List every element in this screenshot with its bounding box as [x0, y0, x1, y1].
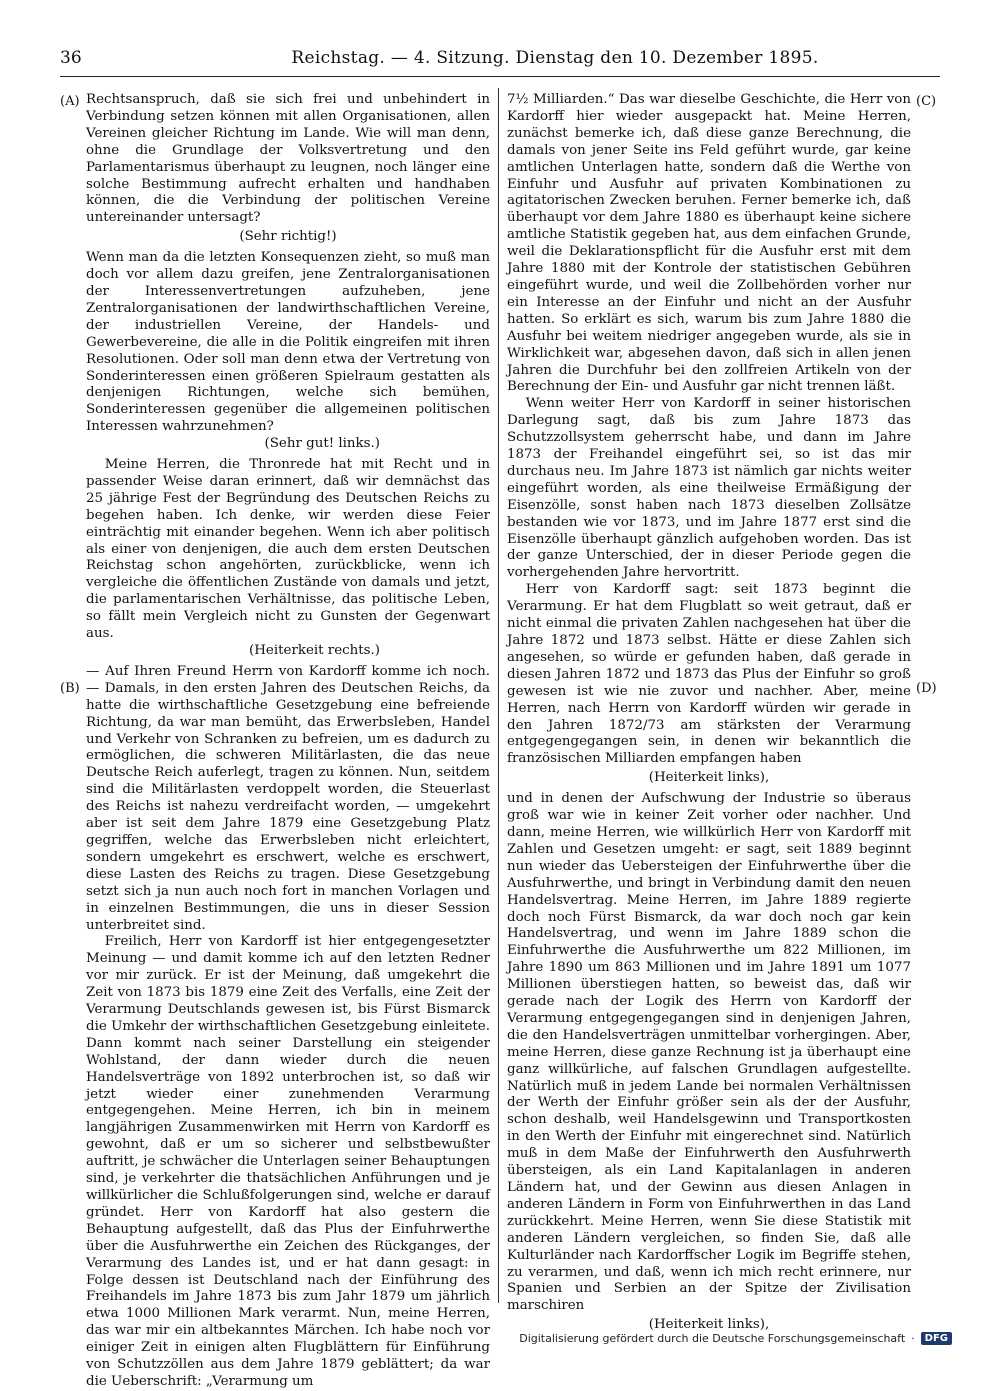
interjection: (Sehr gut! links.)	[264, 436, 380, 452]
paragraph: 7½ Milliarden.“ Das war dieselbe Geschichte, die Herr von Kardorff hier wieder ausgepackt hat. Meine Herren, zunächst bemerke ich, daß diese ganze Berechnung, die damals von jener Seite ins Feld geführt wurde, gar keine amtlichen Unterlagen hatte, sondern daß die Werthe von Einfuhr und Ausfuhr auf privaten Kombinationen zu agitatorischen Zwecken beruhen. Ferner bemerke ich, daß überhaupt vor dem Jahre 1880 es überhaupt keine sichere amtliche Statistik gegeben hat, aus dem einfachen Grunde, weil die Deklarationspflicht für die Ausfuhr erst mit dem Jahre 1880 mit der Kontrole der statistischen Gebühren eingeführt wurde, und weil die Zollbehörden vorher nur ein Interesse an der Einfuhr und nicht an der Ausfuhr hatten. So erklärt es sich, warum bis zum Jahre 1880 die Ausfuhr bei weitem niedriger angegeben wurde, als sie in Wirklichkeit war, abgesehen davon, daß sich in allen jenen Jahren die Durchfuhr bei den zollfreien Artikeln von der Berechnung der Ein- und Ausfuhr gar nicht trennen läßt.	[507, 92, 911, 395]
interjection: (Sehr richtig!)	[239, 229, 337, 245]
left-column	[86, 92, 490, 1391]
paragraph: — Auf Ihren Freund Herrn von Kardorff komme ich noch. — Damals, in den ersten Jahren des Deutschen Reichs, da hatte die wirthschaftliche Gesetzgebung eine befreiende Richtung, da war man bemüht, das Erwerbsleben, Handel und Verkehr von Schranken zu befreien, um es dadurch zu ermöglichen, die schweren Militärlasten, die das neue Deutsche Reich auferlegt, tragen zu können. Nun, seitdem sind die Militärlasten verdoppelt worden, die Steuerlast des Reichs ist nahezu verdreifacht worden, — umgekehrt aber ist seit dem Jahre 1879 eine Gesetzgebung Platz gegriffen, welche das Erwerbsleben nicht erleichtert, sondern umgekehrt es erschwert, welche es erschwert, diese Lasten des Reichs zu tragen. Diese Gesetzgebung setzt sich ja nun auch noch fort in manchen Vorlagen und in einzelnen Bestimmungen, die uns in dieser Session unterbreitet sind.	[86, 663, 490, 933]
running-title: Reichstag. — 4. Sitzung. Dienstag den 10. Dezember 1895.	[291, 48, 819, 68]
paragraph: Herr von Kardorff sagt: seit 1873 beginnt die Verarmung. Er hat dem Flugblatt so weit getraut, daß er nicht einmal die privaten Zahlen nachgesehen hat über die Jahre 1872 und 1873 selbst. Hätte er diese Zahlen sich angesehen, so würde er gefunden haben, daß gerade in diesen Jahren 1872 und 1873 das Plus der Einfuhr so groß gewesen ist wie nie zuvor und nachher. Aber, meine Herren, nach Herrn von Kardorff würden wir gerade in den Jahren 1872/73 am stärksten der Verarmung entgegengegangen sein, in denen wir bekanntlich die französischen Milliarden empfangen haben	[507, 582, 911, 767]
interjection: (Heiterkeit links),	[648, 1317, 770, 1333]
margin-marker-c: (C)	[916, 94, 937, 109]
paragraph: Meine Herren, die Thronrede hat mit Recht und in passender Weise daran erinnert, daß wir demnächst das 25 jährige Fest der Begründung des Deutschen Reichs zu begehen haben. Ich denke, wir werden diese Feier einträchtig mit einander begehen. Wenn ich aber politisch als einer von denjenigen, die auch dem ersten Deutschen Reichstag schon angehörten, zurückblicke, wenn ich vergleiche die öffentlichen Zustände von damals und jetzt, die parlamentarischen Verhältnisse, das politische Leben, so fällt mein Vergleich nicht zu Gunsten der Gegenwart aus.	[86, 457, 490, 642]
dfg-logo: DFG	[921, 1332, 952, 1345]
paragraph: Rechtsanspruch, daß sie sich frei und unbehindert in Verbindung setzen können mit allen Organisationen, allen Vereinen gleicher Richtung im Lande. Wie will man denn, ohne die Grundlage der Volksvertretung und den Parlamentarismus überhaupt zu leugnen, noch länger eine solche Bestimmung aufrecht erhalten und handhaben können, die die Verbindung der politischen Vereine untereinander untersagt?	[86, 92, 490, 226]
margin-marker-a: (A)	[60, 94, 80, 109]
paragraph: Wenn weiter Herr von Kardorff in seiner historischen Darlegung sagt, daß bis zum Jahre 1873 das Schutzzollsystem geherrscht habe, und dann im Jahre 1873 der Freihandel eingeführt sei, so ist das mir durchaus neu. Im Jahre 1873 ist nämlich gar nichts weiter eingeführt worden, als eine theilweise Ermäßigung der Eisenzölle, sonst haben nach 1873 dieselben Zollsätze bestanden wie vor 1873, und im Jahre 1877 erst sind die Eisenzölle überhaupt gänzlich aufgehoben worden. Das ist der ganze Unterschied, der in dieser Periode gegen die vorhergehenden Jahre hervortritt.	[507, 396, 911, 581]
column-divider	[498, 88, 499, 1303]
credit-text: Digitalisierung gefördert durch die Deutsche Forschungsgemeinschaft	[519, 1332, 906, 1345]
page-number: 36	[60, 48, 82, 68]
digitization-credit: Digitalisierung gefördert durch die Deutsche Forschungsgemeinschaft · DFG	[519, 1332, 952, 1345]
margin-marker-b: (B)	[60, 681, 80, 696]
interjection: (Heiterkeit rechts.)	[249, 643, 380, 658]
margin-marker-d: (D)	[916, 681, 937, 696]
paragraph: Freilich, Herr von Kardorff ist hier entgegengesetzter Meinung — und damit komme ich auf den letzten Redner vor mir zurück. Er ist der Meinung, daß umgekehrt die Zeit von 1873 bis 1879 eine Zeit des Verfalls, eine Zeit der Verarmung Deutschlands gewesen ist, bis Fürst Bismarck die Umkehr der wirthschaftlichen Gesetzgebung einleitete. Dann kommt nach seiner Darstellung ein steigender Wohlstand, der dann wieder durch die neuen Handelsverträge von 1892 unterbrochen ist, so daß wir jetzt wieder einer zunehmenden Verarmung entgegengehen. Meine Herren, ich bin in meinem langjährigen Zusammenwirken mit Herrn von Kardorff es gewohnt, daß er um so sicherer und selbstbewußter auftritt, je schwächer die Unterlagen seiner Behauptungen sind, je verkehrter die thatsächlichen Anführungen und je willkürlicher die Schlußfolgerungen sind, welche er darauf gründet. Herr von Kardorff hat also gestern die Behauptung aufgestellt, daß das Plus der Einfuhrwerthe über die Ausfuhrwerthe ein Zeichen des Rückganges, der Verarmung des Landes ist, und er hat dann gesagt: in Folge dessen ist Deutschland nach der Einführung des Freihandels im Jahre 1873 bis zum Jahr 1879 um jährlich etwa 1000 Millionen Mark verarmt. Nun, meine Herren, das war mir ein altbekanntes Märchen. Ich habe noch vor einiger Zeit in einigen alten Flugblättern für Einführung von Schutzzöllen aus dem Jahre 1879 geblättert; da war die Ueberschrift: „Verarmung um	[86, 934, 490, 1389]
paragraph: Wenn man da die letzten Konsequenzen zieht, so muß man doch vor allem dazu greifen, jene Zentralorganisationen der Interessenvertretungen aufzuheben, jene Zentralorganisationen der landwirthschaftlichen Vereine, der industriellen Vereine, der Handels- und Gewerbevereine, die alle in die Politik eingreifen mit ihren Resolutionen. Oder soll man denn etwa der Vertretung von Sonderinteressen einen größeren Spielraum gestatten als denjenigen Richtungen, welche sich bemühen, Sonderinteressen gegenüber die allgemeinen politischen Interessen wahrzunehmen?	[86, 250, 490, 435]
paragraph: und in denen der Aufschwung der Industrie so überaus groß war wie in keiner Zeit vorher oder nachher. Und dann, meine Herren, wie willkürlich Herr von Kardorff mit Zahlen und Gesetzen umgeht: er sagt, seit 1889 beginnt nun wieder das Uebersteigen der Einfuhrwerthe über die Ausfuhrwerthe, und bringt in Verbindung damit den neuen Handelsvertrag. Meine Herren, im Jahre 1889 regierte doch noch Fürst Bismarck, da war doch noch gar kein Handelsvertrag, und wenn im Jahre 1889 schon die Einfuhrwerthe die Ausfuhrwerthe um 822 Millionen, im Jahre 1890 um 863 Millionen und im Jahre 1891 um 1077 Millionen überstiegen hatten, so beweist das, daß wir gerade nach der Logik des Herrn von Kardorff der Verarmung entgegengegangen sind in denjenigen Jahren, die den Handelsverträgen unmittelbar vorhergingen. Aber, meine Herren, diese ganze Rechnung ist ja überhaupt eine ganz willkürliche, auf falschen Grundlagen aufgestellte. Natürlich muß in jedem Lande bei normalen Verhältnissen der Werth der Einfuhr größer sein als der der Ausfuhr, schon deshalb, weil Handelsgewinn und Transportkosten in den Werth der Einfuhr mit eingerechnet sind. Natürlich muß in dem Maße der Einfuhrwerth den Ausfuhrwerth übersteigen, als ein Land Kapitalanlagen in anderen Ländern hat, und der Gewinn aus diesen Anlagen in anderen Ländern in Form von Einfuhrwerthen in das Land zurückkehrt. Meine Herren, wenn Sie diese Statistik mit anderen Ländern vergleichen, so finden Sie, daß alle Kulturländer nach Kardorffscher Logik im Begriffe stehen, zu verarmen, und daß, wenn ich mich recht erinnere, nur Spanien und Serbien an der Spitze der Zivilisation marschiren	[507, 791, 911, 1314]
interjection: (Heiterkeit links),	[648, 770, 770, 786]
right-column	[507, 92, 911, 1338]
running-header	[60, 40, 940, 77]
